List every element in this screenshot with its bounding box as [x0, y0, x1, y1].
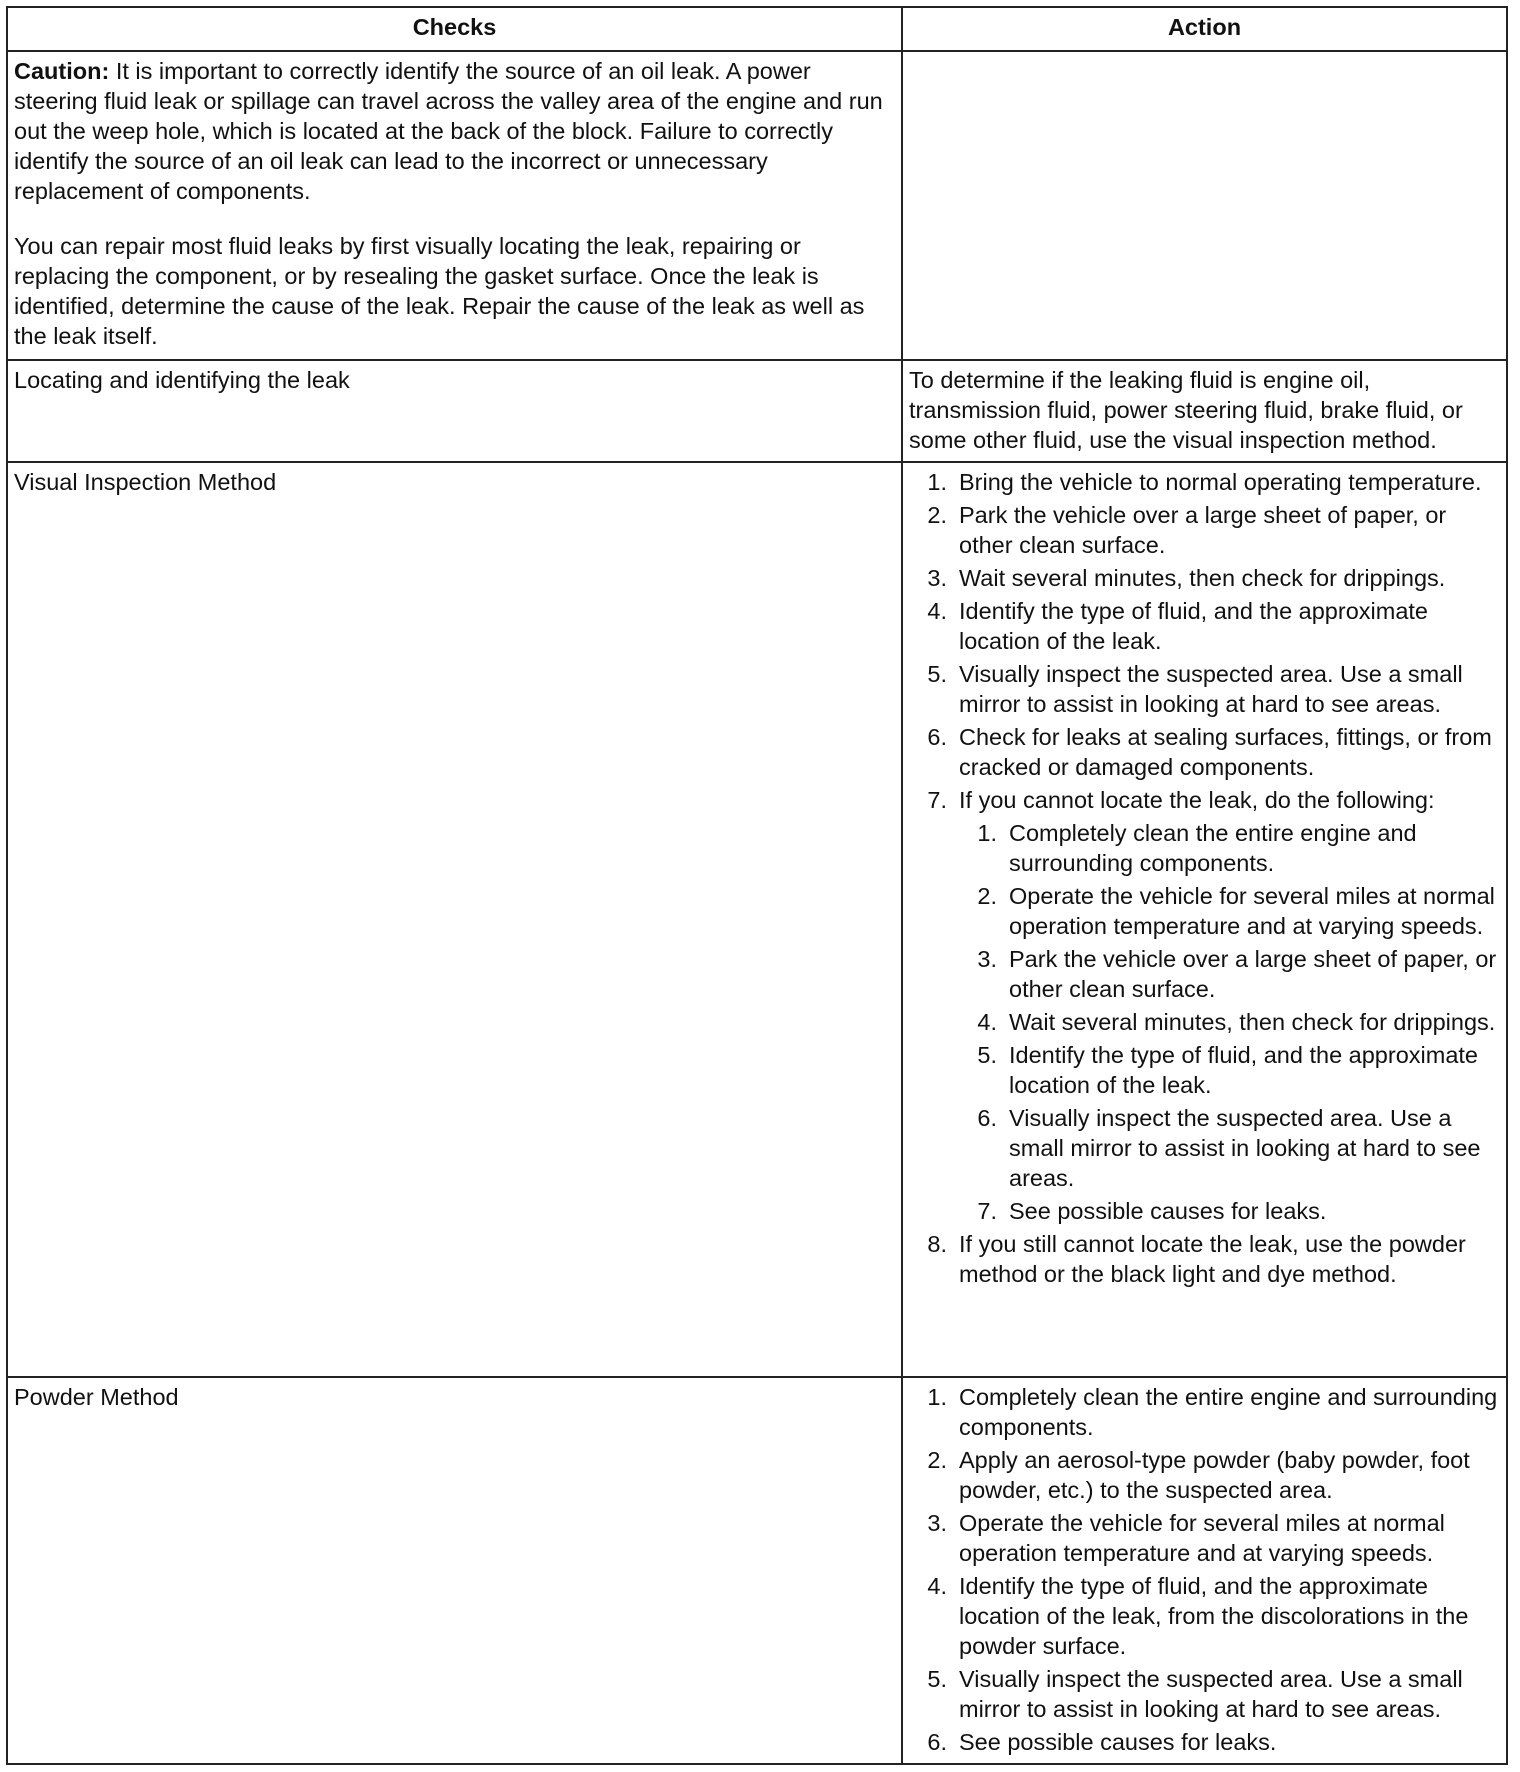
step-text: Bring the vehicle to normal operating temperature.	[959, 469, 1482, 495]
locating-check-cell: Locating and identifying the leak	[7, 360, 902, 462]
list-item	[909, 467, 1500, 497]
list-item	[909, 1229, 1500, 1289]
substep-number: 6.	[977, 1105, 997, 1131]
step-number: 2.	[927, 502, 947, 528]
list-item	[909, 1508, 1500, 1568]
substep-text: Visually inspect the suspected area. Use a small mirror to assist in looking at hard to see areas.	[1009, 1105, 1481, 1191]
step-number: 4.	[927, 1573, 947, 1599]
substep-text: Park the vehicle over a large sheet of paper, or other clean surface.	[1009, 946, 1497, 1002]
step-text: Identify the type of fluid, and the approximate location of the leak, from the discolorations in the powder surface.	[959, 1573, 1469, 1659]
caution-text: It is important to correctly identify the source of an oil leak. A power steering fluid leak or spillage can travel across the valley area of the engine and run out the weep hole, which is located at the back of the block. Failure to correctly identify the source of an oil leak can lead to the incorrect or unnecessary replacement of components.	[14, 58, 883, 204]
step-number: 2.	[927, 1447, 947, 1473]
list-item	[909, 596, 1500, 656]
substep-number: 7.	[977, 1198, 997, 1224]
step-text: Visually inspect the suspected area. Use a small mirror to assist in looking at hard to see areas.	[959, 1666, 1463, 1722]
locating-action-cell: To determine if the leaking fluid is engine oil, transmission fluid, power steering fluid, brake fluid, or some other fluid, use the visual inspection method.	[902, 360, 1507, 462]
step-text: Apply an aerosol-type powder (baby powder, foot powder, etc.) to the suspected area.	[959, 1447, 1470, 1503]
substep-number: 5.	[977, 1042, 997, 1068]
visual-steps-list	[909, 467, 1500, 1289]
substep-number: 2.	[977, 883, 997, 909]
table-header-row	[7, 7, 1507, 51]
step-number: 6.	[927, 1729, 947, 1755]
step-text: See possible causes for leaks.	[959, 1729, 1277, 1755]
step-number: 3.	[927, 1510, 947, 1536]
leak-diagnosis-table	[6, 6, 1508, 1765]
step-number: 1.	[927, 469, 947, 495]
table-row-powder-method	[7, 1377, 1507, 1764]
step-text: If you cannot locate the leak, do the following:	[959, 787, 1435, 813]
list-item	[909, 500, 1500, 560]
list-item	[909, 1727, 1500, 1757]
substep-number: 4.	[977, 1009, 997, 1035]
powder-action-cell	[902, 1377, 1507, 1764]
visual-check-cell: Visual Inspection Method	[7, 462, 902, 1377]
step-number: 8.	[927, 1231, 947, 1257]
visual-substeps-list	[959, 818, 1500, 1226]
visual-action-cell	[902, 462, 1507, 1377]
step-number: 5.	[927, 1666, 947, 1692]
list-item	[959, 1196, 1500, 1226]
list-item	[909, 1382, 1500, 1442]
list-item	[959, 881, 1500, 941]
substep-text: Completely clean the entire engine and surrounding components.	[1009, 820, 1417, 876]
checks-column-header: Checks	[7, 7, 902, 51]
caution-paragraph	[14, 56, 895, 206]
list-item	[959, 1007, 1500, 1037]
step-text: If you still cannot locate the leak, use the powder method or the black light and dye method.	[959, 1231, 1466, 1287]
step-text: Visually inspect the suspected area. Use a small mirror to assist in looking at hard to see areas.	[959, 661, 1463, 717]
substep-text: Operate the vehicle for several miles at normal operation temperature and at varying speeds.	[1009, 883, 1495, 939]
list-item	[909, 1445, 1500, 1505]
substep-number: 1.	[977, 820, 997, 846]
action-column-header: Action	[902, 7, 1507, 51]
repair-paragraph: You can repair most fluid leaks by first visually locating the leak, repairing or replacing the component, or by resealing the gasket surface. Once the leak is identified, determine the cause of the leak. Repair the cause of the leak as well as the leak itself.	[14, 233, 865, 349]
step-text: Completely clean the entire engine and surrounding components.	[959, 1384, 1498, 1440]
substep-text: Identify the type of fluid, and the approximate location of the leak.	[1009, 1042, 1478, 1098]
step-text: Identify the type of fluid, and the approximate location of the leak.	[959, 598, 1428, 654]
table-row-caution	[7, 51, 1507, 360]
substep-text: Wait several minutes, then check for drippings.	[1009, 1009, 1496, 1035]
list-item	[909, 659, 1500, 719]
list-item	[909, 785, 1500, 1226]
list-item	[909, 722, 1500, 782]
step-text: Wait several minutes, then check for drippings.	[959, 565, 1446, 591]
powder-steps-list	[909, 1382, 1500, 1757]
table-row-locating	[7, 360, 1507, 462]
substep-number: 3.	[977, 946, 997, 972]
list-item	[909, 1664, 1500, 1724]
step-number: 4.	[927, 598, 947, 624]
caution-label: Caution:	[14, 58, 110, 84]
step-number: 7.	[927, 787, 947, 813]
step-number: 6.	[927, 724, 947, 750]
table-row-visual-inspection	[7, 462, 1507, 1377]
list-item	[959, 944, 1500, 1004]
list-item	[909, 1571, 1500, 1661]
step-text: Operate the vehicle for several miles at normal operation temperature and at varying speeds.	[959, 1510, 1445, 1566]
step-text: Check for leaks at sealing surfaces, fittings, or from cracked or damaged components.	[959, 724, 1492, 780]
list-item	[959, 1040, 1500, 1100]
powder-check-cell: Powder Method	[7, 1377, 902, 1764]
step-number: 1.	[927, 1384, 947, 1410]
step-number: 5.	[927, 661, 947, 687]
list-item	[909, 563, 1500, 593]
caution-cell	[7, 51, 902, 360]
step-number: 3.	[927, 565, 947, 591]
list-item	[959, 818, 1500, 878]
list-item	[959, 1103, 1500, 1193]
substep-text: See possible causes for leaks.	[1009, 1198, 1327, 1224]
step-text: Park the vehicle over a large sheet of paper, or other clean surface.	[959, 502, 1447, 558]
caution-action-cell	[902, 51, 1507, 360]
